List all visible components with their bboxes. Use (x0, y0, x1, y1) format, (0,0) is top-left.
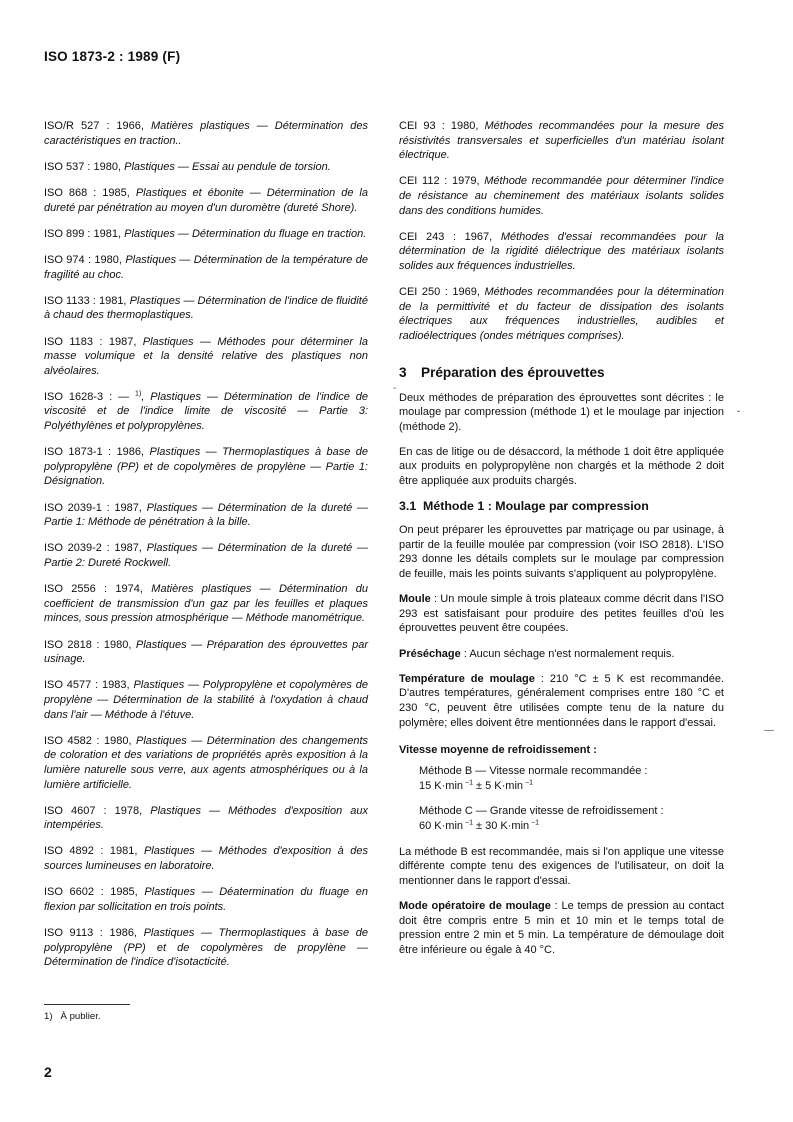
reference-cei-112: CEI 112 : 1979, Méthode recommandée pour déterminer l'indice de résistance au cheminement des matériaux isolants solides dans des conditions humides. (399, 175, 724, 217)
margin-mark-bar: — (764, 725, 774, 736)
reference-iso-4607: ISO 4607 : 1978, Plastiques — Méthodes d'exposition aux intempéries. (44, 804, 368, 832)
reference-iso-537: ISO 537 : 1980, Plastiques — Essai au pendule de torsion. (44, 160, 331, 173)
reference-iso-4577: ISO 4577 : 1983, Plastiques — Polypropylène et copolymères de propylène — Détermination de la stabilité à l'oxydation à chaud dans l'air — Méthode à l'étuve. (44, 679, 368, 721)
reference-iso-1873-1: ISO 1873-1 : 1986, Plastiques — Thermoplastiques à base de polypropylène (PP) et de copolymères de propylène — Partie 1: Désignation. (44, 446, 368, 488)
reference-iso-r-527: ISO/R 527 : 1966, Matières plastiques — Détermination des caractéristiques en traction.. (44, 120, 368, 147)
document-header: ISO 1873-2 : 1989 (F) (44, 49, 181, 64)
margin-mark-curve: ˘ (737, 410, 741, 421)
reference-iso-6602: ISO 6602 : 1985, Plastiques — Déatermination du fluage en flexion par sollicitation en trois points. (44, 886, 368, 913)
reference-iso-2556: ISO 2556 : 1974, Matières plastiques — Détermination du coefficient de transmission d'un gaz par les feuilles et plaques minces, sous pression atmosphérique — Méthode manométrique. (44, 583, 368, 625)
mould-paragraph: Moule : Un moule simple à trois plateaux comme décrit dans l'ISO 293 est satisfaisant pour produire des petites feuilles d'où les éprouvettes peuvent être coupées. (399, 593, 724, 635)
method-b-recommendation: La méthode B est recommandée, mais si l'on applique une vitesse différente compte tenu des exigences de l'utilisateur, on doit la mentionner dans le rapport d'essai. (399, 845, 724, 887)
reference-iso-2039-1: ISO 2039-1 : 1987, Plastiques — Détermination de la dureté — Partie 1: Méthode de pénétration à la bille. (44, 501, 368, 529)
moulding-temperature-paragraph: Température de moulage : 210 °C ± 5 K est recommandée. D'autres températures, généralement comprises entre 180 °C et 230 °C, peuvent être utilisées compte tenu de la nature du polymère; elles doivent être mentionnées dans le rapport d'essai. (399, 672, 724, 729)
content-column-right (399, 119, 724, 968)
reference-cei-250: CEI 250 : 1969, Méthodes recommandées pour la détermination de la permittivité et du facteur de dissipation des isolants électriques aux fréquences industrielles, audibles et radioélectriques (ondes métriques comprises). (399, 286, 725, 342)
cooling-rate-heading: Vitesse moyenne de refroidissement : (399, 744, 597, 757)
subsection-3-1-intro: On peut préparer les éprouvettes par matriçage ou par usinage, à partir de la feuille moulée par compression (voir ISO 2818). L'ISO 293 donne les détails complets sur le moulage par compression de feuille, mais les points suivants s'appliquent au polypropylène. (399, 524, 724, 581)
reference-iso-1183: ISO 1183 : 1987, Plastiques — Méthodes pour déterminer la masse volumique et la densité relative des plastiques non alvéolaires. (44, 335, 368, 377)
reference-cei-243: CEI 243 : 1967, Méthodes d'essai recommandées pour la détermination de la rigidité diélectrique des matériaux isolants solides aux fréquences industrielles. (399, 230, 724, 272)
reference-iso-1628-3: ISO 1628-3 : — $^{1)}$, Plastiques — Détermination de l'indice de viscosité et de l'indice limite de viscosité — Partie 3: Polyéthylènes et polypropylènes. (44, 390, 368, 433)
reference-iso-2818: ISO 2818 : 1980, Plastiques — Préparation des éprouvettes par usinage. (44, 638, 368, 666)
reference-iso-974: ISO 974 : 1980, Plastiques — Détermination de la température de fragilité au choc. (44, 253, 368, 281)
method-b: Méthode B — Vitesse normale recommandée : 15 K·min $^{-1}$ ± 5 K·min $^{-1}$ (419, 765, 648, 792)
reference-iso-1133: ISO 1133 : 1981, Plastiques — Détermination de l'indice de fluidité à chaud des thermoplastiques. (44, 294, 368, 322)
section-3-paragraph-2: En cas de litige ou de désaccord, la méthode 1 doit être appliquée aux produits en polypropylène non chargés et la méthode 2 doit être appliquée aux produits chargés. (399, 445, 724, 488)
method-c: Méthode C — Grande vitesse de refroidissement : 60 K·min $^{-1}$ ± 30 K·min $^{-1}$ (419, 805, 664, 832)
moulding-procedure-paragraph: Mode opératoire de moulage : Le temps de pression au contact doit être compris entre 5 min et 10 min et le temps total de pression entre 2 min et 5 min. La température de démoulage doit être inférieure ou égale à 40 °C. (399, 899, 724, 956)
reference-iso-2039-2: ISO 2039-2 : 1987, Plastiques — Détermination de la dureté — Partie 2: Dureté Rockwell. (44, 542, 368, 569)
reference-iso-868: ISO 868 : 1985, Plastiques et ébonite — Détermination de la dureté par pénétration au moyen d'un duromètre (dureté Shore). (44, 186, 368, 214)
footnote-marker: 1) (135, 390, 142, 398)
reference-iso-899: ISO 899 : 1981, Plastiques — Détermination du fluage en traction. (44, 227, 367, 240)
predrying-paragraph: Préséchage : Aucun séchage n'est normalement requis. (399, 647, 675, 660)
footnote: 1) À publier. (44, 1011, 101, 1022)
references-column-left (44, 119, 368, 981)
subsection-3-1-heading: 3.1 Méthode 1 : Moulage par compression (399, 499, 649, 514)
reference-cei-93: CEI 93 : 1980, Méthodes recommandées pour la mesure des résistivités transversales et superficielles d'un matériau isolant électrique. (399, 120, 724, 162)
reference-iso-4892: ISO 4892 : 1981, Plastiques — Méthodes d'exposition à des sources lumineuses en laboratoire. (44, 845, 368, 873)
reference-iso-4582: ISO 4582 : 1980, Plastiques — Détermination des changements de coloration et des variations de propriétés après exposition à la lumière naturelle sous verre, aux agents atmosphériques ou à la lumière artificielle. (44, 734, 368, 791)
section-3-paragraph-1: Deux méthodes de préparation des éprouvettes sont décrites : le moulage par compression (méthode 1) et le moulage par injection (méthode 2). (399, 391, 724, 433)
footnote-rule (44, 1004, 130, 1005)
margin-mark-dash: - (393, 383, 397, 394)
section-3-heading: 3 Préparation des éprouvettes (399, 364, 605, 380)
page-number: 2 (44, 1064, 52, 1080)
reference-iso-9113: ISO 9113 : 1986, Plastiques — Thermoplastiques à base de polypropylène (PP) et de copolymères de propylène — Détermination de l'indice d'isotacticité. (44, 927, 368, 969)
